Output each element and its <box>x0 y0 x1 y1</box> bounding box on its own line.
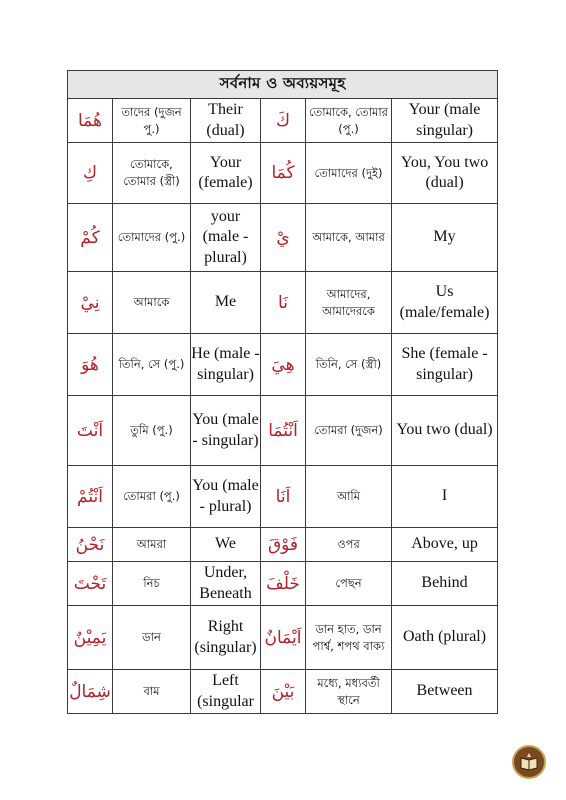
arabic-word: اَنَا <box>261 466 306 528</box>
english-meaning: Left (singular <box>191 670 261 714</box>
bangla-meaning: ওপর <box>306 528 392 562</box>
arabic-word: هُوَ <box>68 334 113 396</box>
table-row <box>68 466 498 528</box>
english-meaning: your (male - plural) <box>191 204 261 272</box>
bangla-meaning: নিচ <box>113 562 191 606</box>
bangla-meaning: ডান <box>113 606 191 670</box>
english-meaning: He (male - singular) <box>191 334 261 396</box>
english-meaning: I <box>392 466 498 528</box>
arabic-word: هِيَ <box>261 334 306 396</box>
bangla-meaning: তোমাদের (দুই) <box>306 143 392 204</box>
table-title: সর্বনাম ও অব্যয়সমূহ <box>68 71 498 99</box>
table-row <box>68 272 498 334</box>
bangla-meaning: আমি <box>306 466 392 528</box>
arabic-word: شِمَالٌ <box>68 670 113 714</box>
bangla-meaning: তিনি, সে (পু.) <box>113 334 191 396</box>
pronoun-table <box>67 70 498 714</box>
bangla-meaning: মধ্যে, মধ্যবর্তী স্থানে <box>306 670 392 714</box>
english-meaning: She (female - singular) <box>392 334 498 396</box>
bangla-meaning: তোমরা (দুজন) <box>306 396 392 466</box>
arabic-word: بَيْنَ <box>261 670 306 714</box>
english-meaning: You, You two (dual) <box>392 143 498 204</box>
arabic-word: تَحْتَ <box>68 562 113 606</box>
english-meaning: Under, Beneath <box>191 562 261 606</box>
arabic-word: كَ <box>261 99 306 143</box>
arabic-word: نَحْنُ <box>68 528 113 562</box>
arabic-word: خَلْفَ <box>261 562 306 606</box>
bangla-meaning: তোমরা (পু.) <box>113 466 191 528</box>
arabic-word: كُمْ <box>68 204 113 272</box>
bangla-meaning: তুমি (পু.) <box>113 396 191 466</box>
arabic-word: اَنْتَ <box>68 396 113 466</box>
english-meaning: Your (male singular) <box>392 99 498 143</box>
table-row <box>68 204 498 272</box>
arabic-word: نِيْ <box>68 272 113 334</box>
arabic-word: نَا <box>261 272 306 334</box>
english-meaning: Behind <box>392 562 498 606</box>
table-row <box>68 334 498 396</box>
table-row <box>68 143 498 204</box>
arabic-word: اَنْتُمَا <box>261 396 306 466</box>
table-row <box>68 606 498 670</box>
english-meaning: Us (male/female) <box>392 272 498 334</box>
table-row <box>68 99 498 143</box>
bangla-meaning: আমাদের, আমাদেরকে <box>306 272 392 334</box>
english-meaning: Right (singular) <box>191 606 261 670</box>
vocabulary-sheet <box>67 70 497 714</box>
bangla-meaning: তিনি, সে (স্ত্রী) <box>306 334 392 396</box>
english-meaning: Their (dual) <box>191 99 261 143</box>
english-meaning: You (male - plural) <box>191 466 261 528</box>
bangla-meaning: আমরা <box>113 528 191 562</box>
arabic-word: اَيْمَانٌ <box>261 606 306 670</box>
table-row <box>68 562 498 606</box>
publisher-logo <box>512 745 546 779</box>
bangla-meaning: আমাকে, আমার <box>306 204 392 272</box>
table-row <box>68 528 498 562</box>
bangla-meaning: তাদের (দুজন পু.) <box>113 99 191 143</box>
bangla-meaning: তোমাদের (পু.) <box>113 204 191 272</box>
english-meaning: Above, up <box>392 528 498 562</box>
bangla-meaning: ডান হাত, ডান পার্শ্ব, শপথ বাক্য <box>306 606 392 670</box>
arabic-word: كُمَا <box>261 143 306 204</box>
table-row <box>68 670 498 714</box>
english-meaning: Between <box>392 670 498 714</box>
arabic-word: هُمَا <box>68 99 113 143</box>
english-meaning: Me <box>191 272 261 334</box>
arabic-word: يْ <box>261 204 306 272</box>
arabic-word: اَنْتُمْ <box>68 466 113 528</box>
bangla-meaning: তোমাকে, তোমার (স্ত্রী) <box>113 143 191 204</box>
bangla-meaning: পেছন <box>306 562 392 606</box>
english-meaning: We <box>191 528 261 562</box>
bangla-meaning: বাম <box>113 670 191 714</box>
english-meaning: You (male - singular) <box>191 396 261 466</box>
table-row <box>68 396 498 466</box>
english-meaning: Your (female) <box>191 143 261 204</box>
arabic-word: كِ <box>68 143 113 204</box>
english-meaning: You two (dual) <box>392 396 498 466</box>
book-icon <box>519 752 539 772</box>
arabic-word: فَوْقَ <box>261 528 306 562</box>
bangla-meaning: আমাকে <box>113 272 191 334</box>
table-body <box>68 99 498 714</box>
arabic-word: يَمِيْنٌ <box>68 606 113 670</box>
bangla-meaning: তোমাকে, তোমার (পু.) <box>306 99 392 143</box>
english-meaning: Oath (plural) <box>392 606 498 670</box>
english-meaning: My <box>392 204 498 272</box>
